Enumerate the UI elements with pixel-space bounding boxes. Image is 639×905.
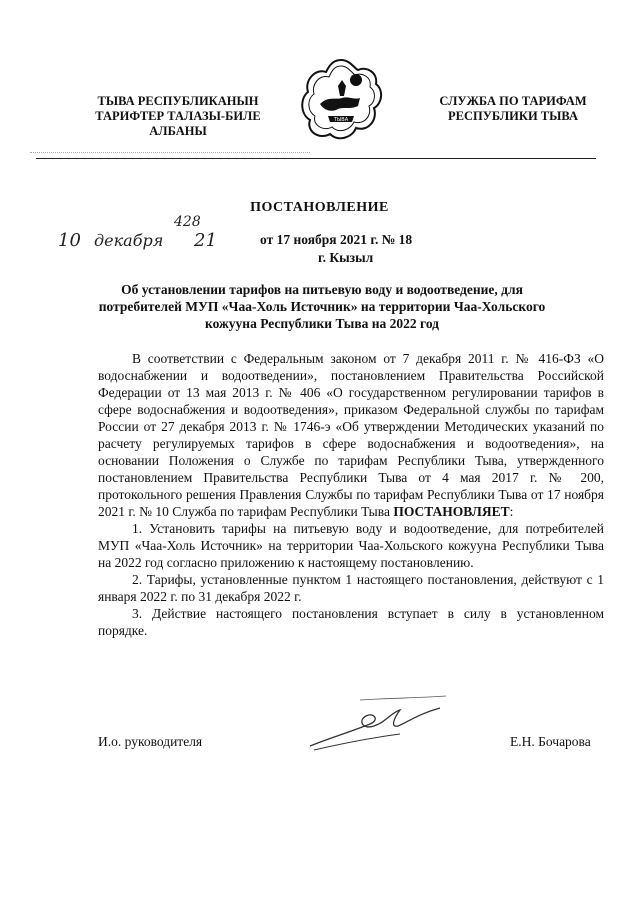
header-left-line: АЛБАНЫ <box>149 124 207 138</box>
handwritten-signature <box>300 694 450 754</box>
decree-city: г. Кызыл <box>318 250 374 265</box>
svg-text:декабря: декабря <box>94 231 164 250</box>
header-dotted-trace <box>30 152 310 153</box>
preamble-text: В соответствии с Федеральным законом от 7 декабря 2011 г. № 416-ФЗ «О водоснабжении и водоотведении», постановлением Правительства Российской Федерации от 13 мая 2013 г. № 406 «О государственном регулировании тарифов в сфере водоснабжения и водоотведения», приказом Федеральной службы по тарифам России от 27 декабря 2013 г. № 1746-э «Об утверждении Методических указаний по расчету регулируемых тарифов в сфере водоснабжения и водоотведения», на основании Положения о Службе по тарифам Республики Тыва, утвержденного постановлением Правительства Республики Тыва от 4 мая 2017 г. № 200, протокольного решения Правления Службы по тарифам Республики Тыва от 17 ноября 2021 г. № 10 Служба по тарифам Республики Тыва <box>98 351 604 519</box>
header-divider <box>36 158 596 159</box>
signer-role: И.о. руководителя <box>98 734 203 749</box>
decree-title: ПОСТАНОВЛЕНИЕ <box>250 200 389 215</box>
svg-text:21: 21 <box>194 230 217 251</box>
svg-text:ТЫВА: ТЫВА <box>333 117 349 123</box>
resolves-colon: : <box>509 504 514 519</box>
header-right-line: РЕСПУБЛИКИ ТЫВА <box>448 109 578 123</box>
item-3-paragraph: 3. Действие настоящего постановления вступает в силу в установленном порядке. <box>98 606 604 638</box>
decree-date-number: от 17 ноября 2021 г. № 18 <box>260 232 413 247</box>
svg-text:10: 10 <box>58 230 81 251</box>
header-left-line: ТЫВА РЕСПУБЛИКАНЫН <box>97 94 259 108</box>
header-left-line: ТАРИФТЕР ТАЛАЗЫ-БИЛЕ <box>95 109 261 123</box>
decree-body <box>98 350 604 639</box>
header-right <box>418 94 608 124</box>
preamble-paragraph <box>98 350 604 520</box>
tuva-coat-of-arms-icon <box>298 56 384 146</box>
handwritten-registration-mark <box>54 212 224 252</box>
decree-subject: Об установлении тарифов на питьевую воду и водоотведение, для потребителей МУП «Чаа-Холь Источник» на территории Чаа-Хольского кожууна Республики Тыва на 2022 год <box>98 282 546 331</box>
header-right-line: СЛУЖБА ПО ТАРИФАМ <box>439 94 587 108</box>
resolves-keyword: ПОСТАНОВЛЯЕТ <box>393 504 510 519</box>
signer-name: Е.Н. Бочарова <box>510 734 591 749</box>
item-1-paragraph: 1. Установить тарифы на питьевую воду и водоотведение, для потребителей МУП «Чаа-Холь Источник» на территории Чаа-Хольского кожууна Республики Тыва на 2022 год согласно приложению к настоящему постановлению. <box>98 521 604 570</box>
svg-text:428: 428 <box>174 214 201 230</box>
item-2-paragraph: 2. Тарифы, установленные пунктом 1 настоящего постановления, действуют с 1 января 2022 г. по 31 декабря 2022 г. <box>98 572 604 604</box>
header-left <box>78 94 278 139</box>
